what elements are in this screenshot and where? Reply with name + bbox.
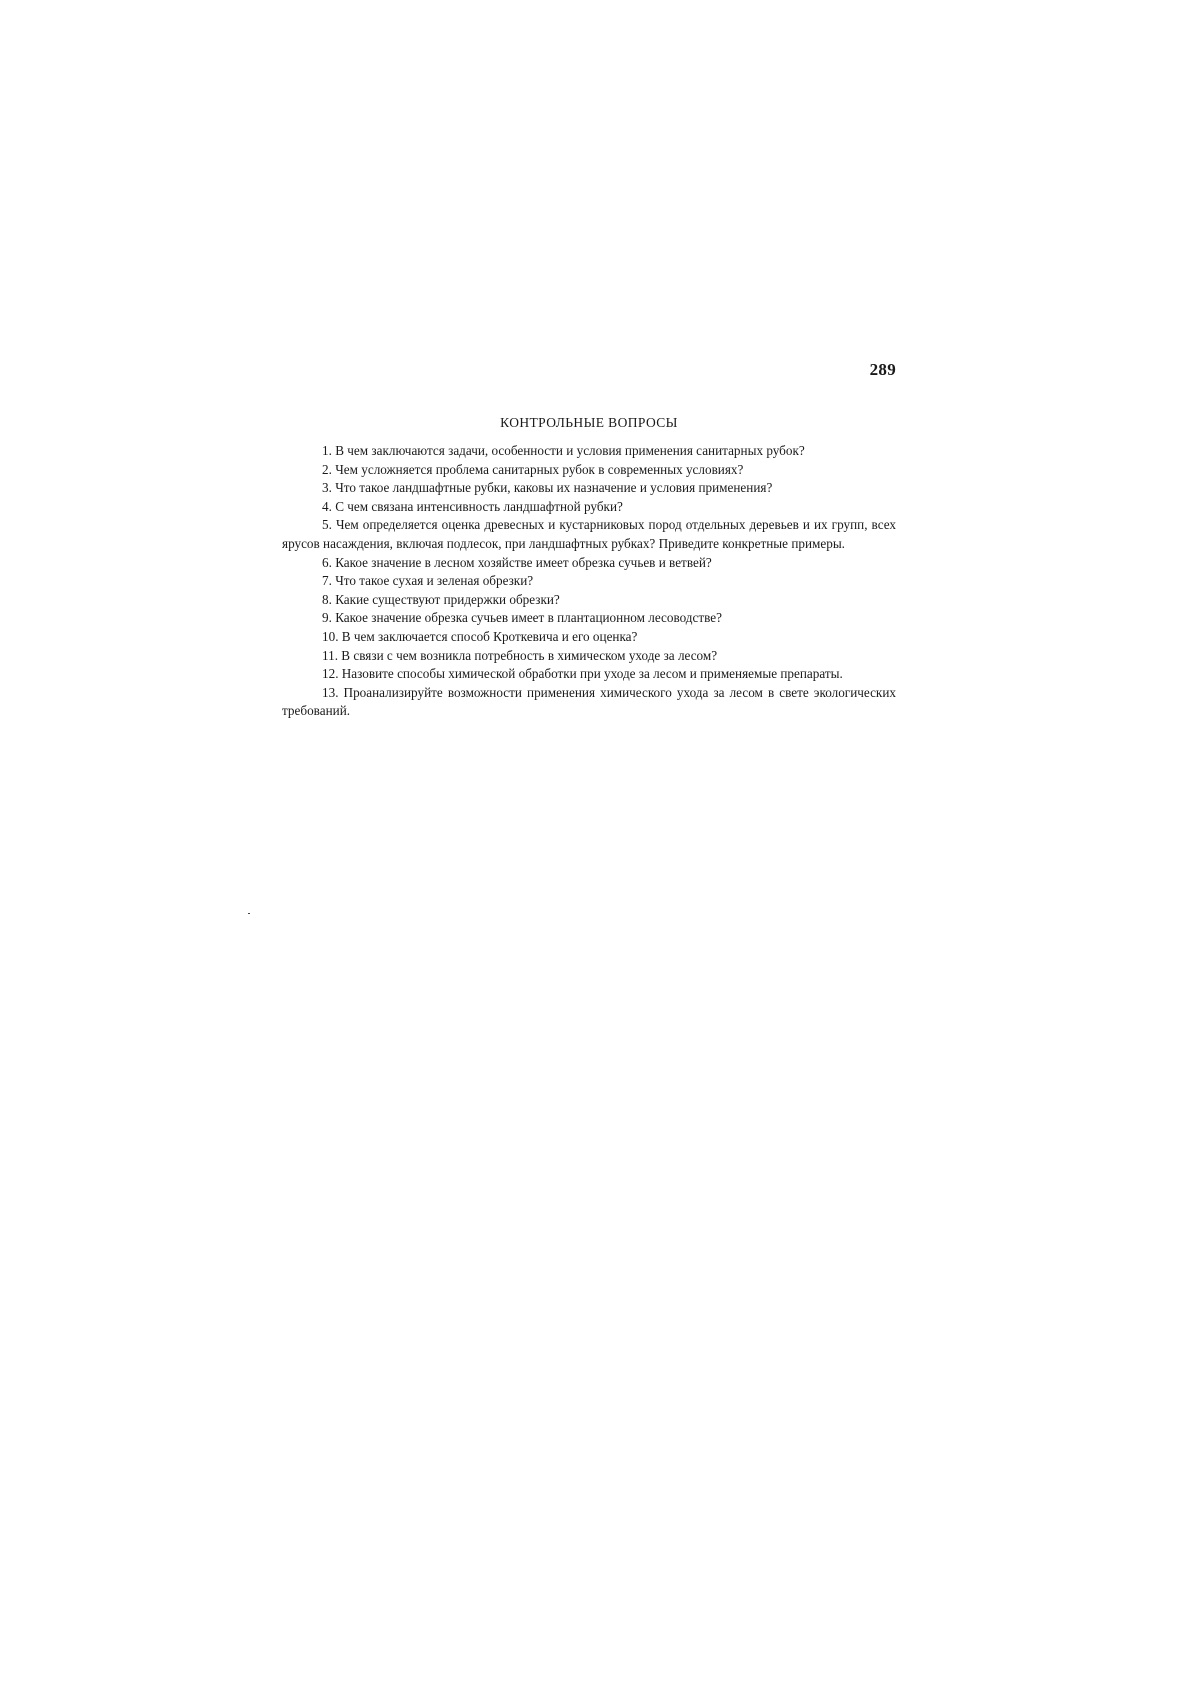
page-number: 289 xyxy=(869,360,896,379)
question-item: 2. Чем усложняется проблема санитарных рубок в современных условиях? xyxy=(322,461,744,477)
section-heading: КОНТРОЛЬНЫЕ ВОПРОСЫ xyxy=(500,415,678,430)
scan-speck xyxy=(248,913,250,914)
question-item: 8. Какие существуют придержки обрезки? xyxy=(322,591,560,607)
question-item: 13. Проанализируйте возможности применения химического ухода за лесом в свете экологических требований. xyxy=(282,684,896,719)
question-item: 9. Какое значение обрезка сучьев имеет в плантационном лесоводстве? xyxy=(322,610,722,626)
question-item: 5. Чем определяется оценка древесных и кустарниковых пород отдельных деревьев и их групп, всех ярусов насаждения, включая подлесок, при ландшафтных рубках? Приведите конкретные примеры. xyxy=(282,517,896,551)
question-item: 7. Что такое сухая и зеленая обрезки? xyxy=(322,573,534,589)
question-item: 4. С чем связана интенсивность ландшафтной рубки? xyxy=(322,498,623,514)
question-item: 6. Какое значение в лесном хозяйстве имеет обрезка сучьев и ветвей? xyxy=(322,554,712,570)
question-item: 12. Назовите способы химической обработки при уходе за лесом и применяемые препараты. xyxy=(322,666,843,682)
question-item: 3. Что такое ландшафтные рубки, каковы их назначение и условия применения? xyxy=(322,480,773,496)
questions-list xyxy=(282,442,896,721)
question-item: 10. В чем заключается способ Кроткевича и его оценка? xyxy=(322,628,638,644)
question-item: 11. В связи с чем возникла потребность в химическом уходе за лесом? xyxy=(322,647,718,663)
question-item: 1. В чем заключаются задачи, особенности и условия применения санитарных рубок? xyxy=(322,443,805,458)
